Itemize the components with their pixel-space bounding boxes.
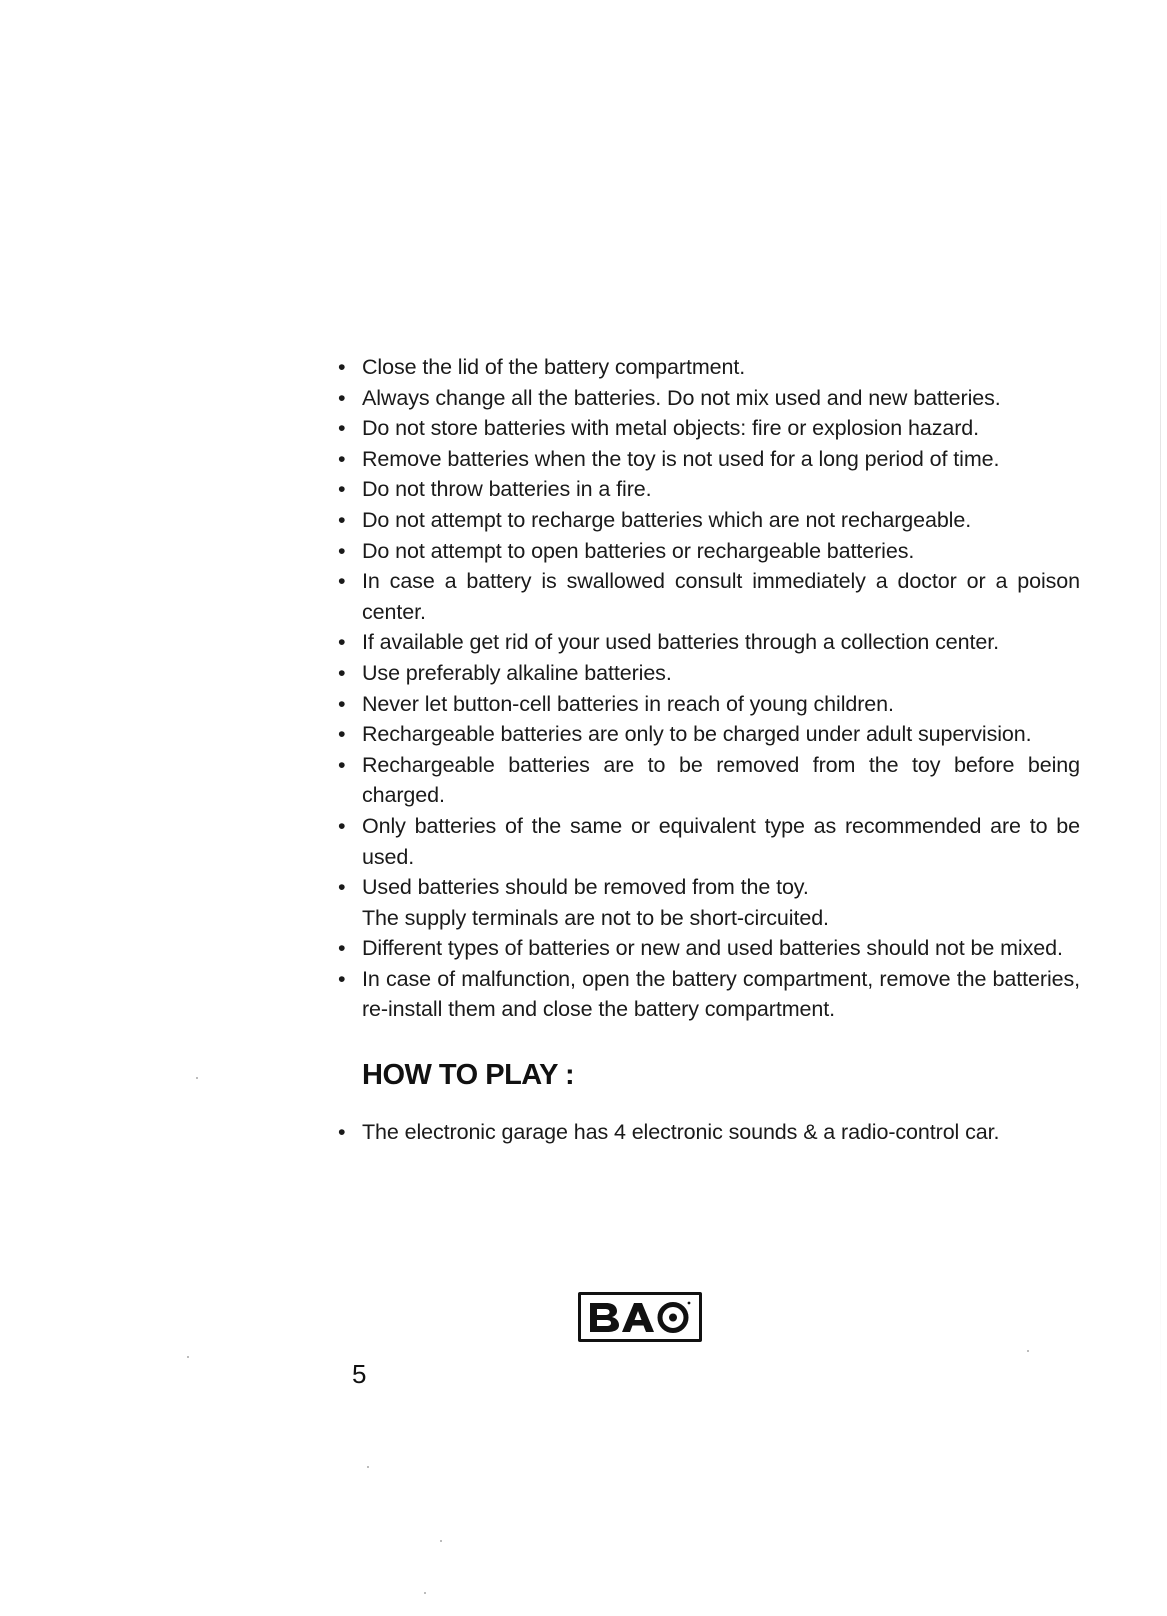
list-item (338, 1117, 1080, 1148)
bullet-icon: • (338, 966, 346, 991)
bullet-icon: • (338, 813, 346, 838)
list-item-text: In case a battery is swallowed consult immediately a doctor or a poison center. (362, 569, 1080, 624)
bullet-icon: • (338, 752, 346, 777)
list-item-text: Rechargeable batteries are to be removed from the toy before being charged. (362, 752, 1080, 808)
list-item-text: If available get rid of your used batteries through a collection center. (362, 630, 999, 655)
content (338, 352, 1080, 1148)
bullet-icon: • (338, 630, 346, 655)
list-item (338, 750, 1080, 811)
list-item (338, 352, 1080, 383)
list-item-text: Use preferably alkaline batteries. (362, 660, 672, 685)
bullet-icon: • (338, 1120, 346, 1145)
list-item-text: Do not attempt to open batteries or rechargeable batteries. (362, 538, 915, 563)
list-item (338, 811, 1080, 872)
list-item (338, 689, 1080, 720)
bao-logo (578, 1292, 702, 1342)
list-item-text: Do not attempt to recharge batteries which are not rechargeable. (362, 507, 972, 532)
list-item (338, 658, 1080, 689)
list-item (338, 383, 1080, 414)
list-item-text: Never let button-cell batteries in reach of young children. (362, 691, 894, 716)
bullet-icon: • (338, 477, 346, 502)
list-item-text: In case of malfunction, open the battery compartment, remove the batteries, re-install them and close the battery compartment. (362, 966, 1080, 1022)
list-item-text: Remove batteries when the toy is not used for a long period of time. (362, 446, 1000, 471)
how-to-play-list (338, 1117, 1080, 1148)
bao-logo-mark (584, 1297, 696, 1337)
bullet-icon: • (338, 936, 346, 961)
bullet-icon: • (338, 385, 346, 410)
list-item (338, 872, 1080, 933)
list-item (338, 536, 1080, 567)
list-item (338, 964, 1080, 1025)
list-item-text: Used batteries should be removed from the toy. (362, 875, 809, 900)
scan-speck (367, 1466, 369, 1468)
bullet-icon: • (338, 355, 346, 379)
list-item (338, 933, 1080, 964)
page-number: 5 (352, 1359, 367, 1389)
list-item (338, 566, 1080, 627)
list-item (338, 719, 1080, 750)
bullet-icon: • (338, 722, 346, 747)
bullet-icon: • (338, 875, 346, 900)
list-item (338, 505, 1080, 536)
bullet-icon: • (338, 660, 346, 685)
list-item (338, 474, 1080, 505)
list-item (338, 413, 1080, 444)
scan-speck (440, 1540, 442, 1542)
list-item-text: Only batteries of the same or equivalent type as recommended are to be used. (362, 813, 1080, 869)
list-item-text: The electronic garage has 4 electronic sounds & a radio-control car. (362, 1120, 1000, 1145)
bullet-icon: • (338, 538, 346, 563)
scan-edge (1160, 180, 1161, 1480)
how-to-play-heading: HOW TO PLAY : (362, 1059, 575, 1092)
bullet-icon: • (338, 446, 346, 471)
battery-warnings-list (338, 352, 1080, 1025)
list-item (338, 627, 1080, 658)
bullet-icon: • (338, 569, 346, 594)
scan-speck (187, 1356, 189, 1358)
list-item (338, 444, 1080, 475)
list-item-text: Always change all the batteries. Do not mix used and new batteries. (362, 385, 1001, 410)
list-item-text: Do not throw batteries in a fire. (362, 477, 652, 502)
bullet-icon: • (338, 416, 346, 441)
list-item-text: Close the lid of the battery compartment. (362, 355, 746, 379)
bullet-icon: • (338, 507, 346, 532)
bullet-icon: • (338, 691, 346, 716)
list-item-text: Rechargeable batteries are only to be charged under adult supervision. (362, 722, 1032, 747)
scan-speck (424, 1592, 426, 1594)
scan-speck (196, 1077, 198, 1079)
list-item-text: Different types of batteries or new and used batteries should not be mixed. (362, 936, 1063, 961)
list-item-text: Do not store batteries with metal objects: fire or explosion hazard. (362, 416, 980, 441)
list-item-continuation: The supply terminals are not to be short-circuited. (362, 905, 829, 930)
scan-speck (1027, 1350, 1029, 1352)
